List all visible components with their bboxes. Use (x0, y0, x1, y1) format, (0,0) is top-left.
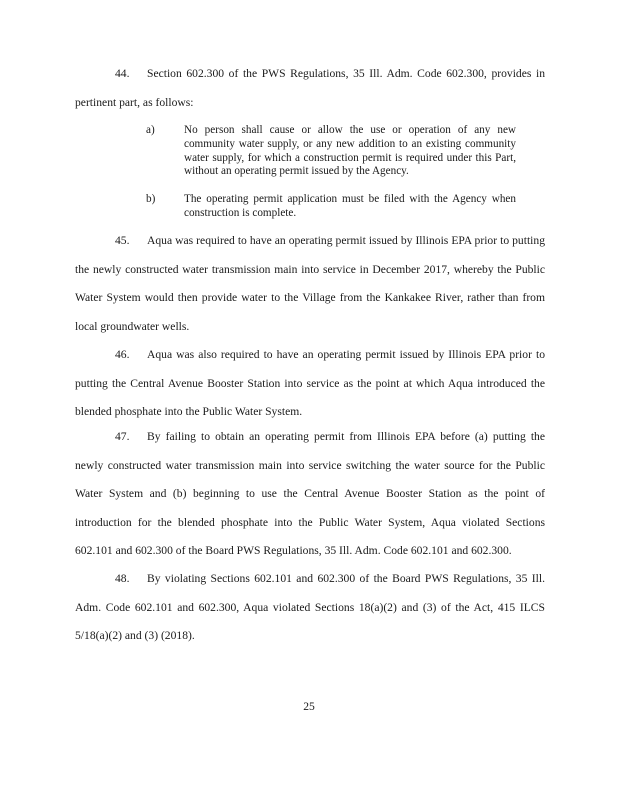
paragraph-45 (75, 227, 545, 341)
quoted-item-b (146, 193, 516, 221)
paragraph-text: By failing to obtain an operating permit from Illinois EPA before (a) putting the newly constructed water transmission main into service switching the water source for the Public Water System and (b) beginning to use the Central Avenue Booster Station as the point of introduction for the blended phosphate into the Public Water System, Aqua violated Sections 602.101 and 602.300 of the Board PWS Regulations, 35 Ill. Adm. Code 602.101 and 602.300. (75, 430, 545, 557)
quoted-item-text: The operating permit application must be filed with the Agency when construction is complete. (184, 193, 516, 219)
paragraph-44 (75, 60, 545, 117)
quoted-item-label: a) (146, 124, 155, 136)
quoted-item-a (146, 124, 516, 179)
paragraph-text: Section 602.300 of the PWS Regulations, 35 Ill. Adm. Code 602.300, provides in pertinent part, as follows: (75, 67, 545, 109)
paragraph-text: Aqua was also required to have an operating permit issued by Illinois EPA prior to putting the Central Avenue Booster Station into service as the point at which Aqua introduced the blended phosphate into the Public Water System. (75, 348, 545, 418)
paragraph-number: 45. (115, 234, 130, 247)
paragraph-number: 47. (115, 430, 130, 443)
paragraph-text: Aqua was required to have an operating permit issued by Illinois EPA prior to putting the newly constructed water transmission main into service in December 2017, whereby the Public Water System would then provide water to the Village from the Kankakee River, rather than from local groundwater wells. (75, 234, 545, 333)
paragraph-number: 46. (115, 348, 130, 361)
paragraph-number: 44. (115, 67, 130, 80)
quoted-item-label: b) (146, 193, 156, 205)
paragraph-text: By violating Sections 602.101 and 602.300 of the Board PWS Regulations, 35 Ill. Adm. Code 602.101 and 602.300, Aqua violated Sections 18(a)(2) and (3) of the Act, 415 ILCS 5/18(a)(2) and (3) (2018). (75, 572, 545, 642)
paragraph-47 (75, 423, 545, 566)
page-number: 25 (303, 700, 315, 713)
paragraph-48 (75, 565, 545, 651)
paragraph-46 (75, 341, 545, 427)
quoted-item-text: No person shall cause or allow the use or operation of any new community water supply, or any new addition to an existing community water supply, for which a construction permit is required under this Part, without an operating permit issued by the Agency. (184, 124, 516, 178)
paragraph-number: 48. (115, 572, 130, 585)
